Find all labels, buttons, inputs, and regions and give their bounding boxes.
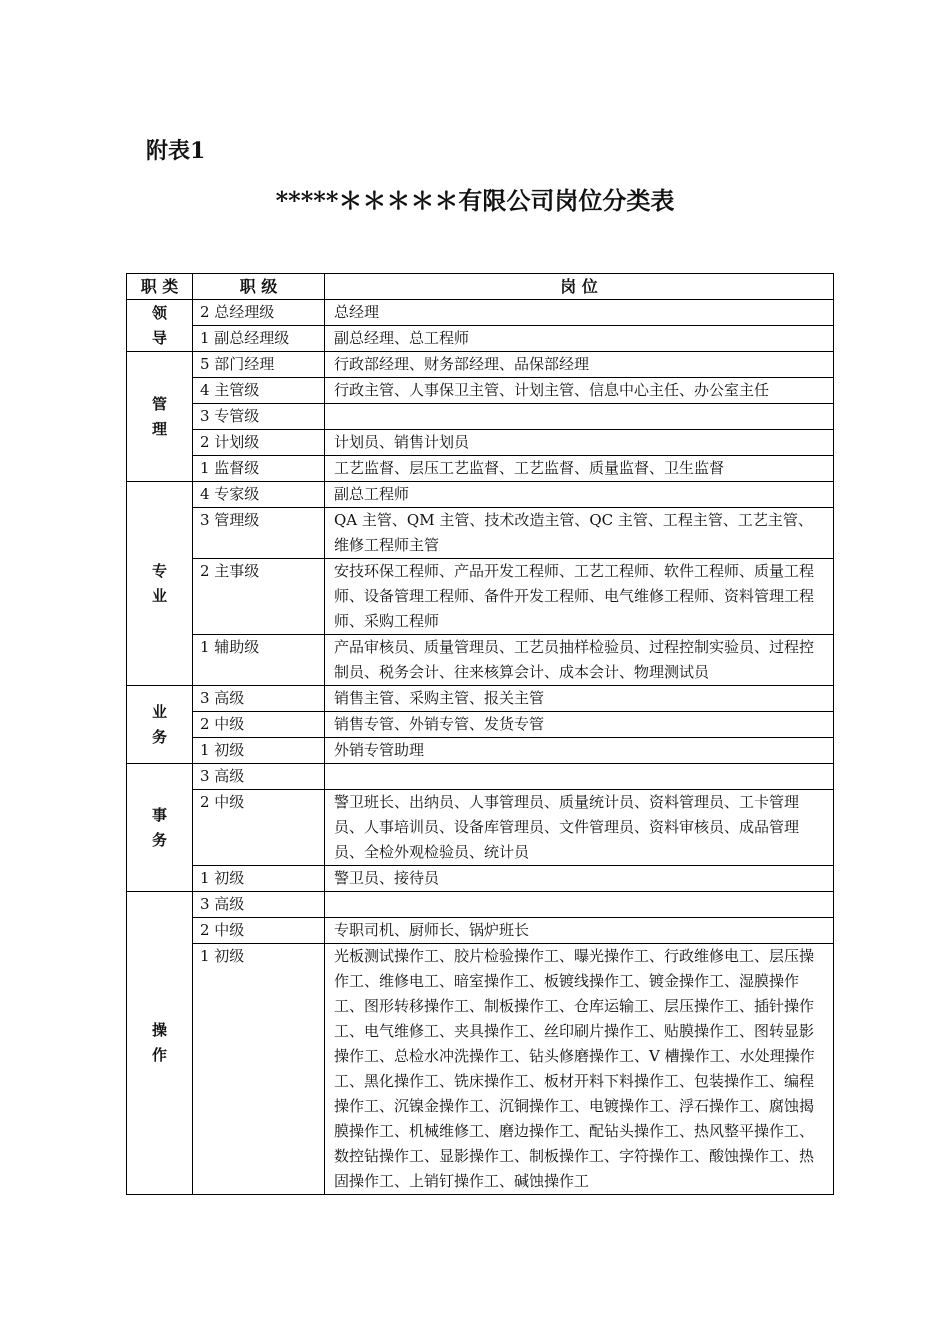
- category-label: 操作: [151, 1021, 167, 1064]
- level-cell: 3 高级: [193, 686, 325, 712]
- table-row: [127, 378, 834, 404]
- table-row: [127, 944, 834, 1195]
- positions-cell: 外销专管助理: [325, 738, 834, 764]
- table-body: [127, 300, 834, 1195]
- table-row: [127, 686, 834, 712]
- table-row: [127, 404, 834, 430]
- level-cell: 3 专管级: [193, 404, 325, 430]
- table-row: [127, 456, 834, 482]
- positions-cell: 光板测试操作工、胶片检验操作工、曝光操作工、行政维修电工、层压操作工、维修电工、暗室操作工、板镀线操作工、镀金操作工、湿膜操作工、图形转移操作工、制板操作工、仓库运输工、层压操作工、插针操作工、电气维修工、夹具操作工、丝印刷片操作工、贴膜操作工、图转显影操作工、总检水冲洗操作工、钻头修磨操作工、V 槽操作工、水处理操作工、黑化操作工、铣床操作工、板材开料下料操作工、包装操作工、编程操作工、沉镍金操作工、沉铜操作工、电镀操作工、浮石操作工、腐蚀揭膜操作工、机械维修工、磨边操作工、配钻头操作工、热风整平操作工、数控钻操作工、显影操作工、制板操作工、字符操作工、酸蚀操作工、热固操作工、上销钉操作工、碱蚀操作工: [325, 944, 834, 1195]
- level-cell: 2 中级: [193, 712, 325, 738]
- category-label: 领导: [151, 303, 167, 347]
- table-row: [127, 352, 834, 378]
- positions-cell: 行政部经理、财务部经理、品保部经理: [325, 352, 834, 378]
- table-header-row: [127, 274, 834, 300]
- category-label: 专业: [151, 561, 167, 605]
- positions-cell: [325, 892, 834, 918]
- positions-cell: 安技环保工程师、产品开发工程师、工艺工程师、软件工程师、质量工程师、设备管理工程师、备件开发工程师、电气维修工程师、资料管理工程师、采购工程师: [325, 559, 834, 635]
- category-cell: [127, 892, 193, 1195]
- table-row: [127, 918, 834, 944]
- positions-cell: 销售主管、采购主管、报关主管: [325, 686, 834, 712]
- table-row: [127, 300, 834, 326]
- positions-cell: 专职司机、厨师长、锅炉班长: [325, 918, 834, 944]
- level-cell: 1 副总经理级: [193, 326, 325, 352]
- header-positions: 岗 位: [325, 274, 834, 300]
- table-row: [127, 430, 834, 456]
- level-cell: 1 初级: [193, 866, 325, 892]
- category-cell: [127, 686, 193, 764]
- table-row: [127, 866, 834, 892]
- category-label: 事务: [151, 805, 167, 849]
- page-title: *****＊＊＊＊＊有限公司岗位分类表: [275, 186, 675, 215]
- table-row: [127, 559, 834, 635]
- positions-cell: 工艺监督、层压工艺监督、工艺监督、质量监督、卫生监督: [325, 456, 834, 482]
- table-row: [127, 892, 834, 918]
- table-row: [127, 790, 834, 866]
- level-cell: 2 总经理级: [193, 300, 325, 326]
- level-cell: 4 主管级: [193, 378, 325, 404]
- positions-cell: 行政主管、人事保卫主管、计划主管、信息中心主任、办公室主任: [325, 378, 834, 404]
- level-cell: 2 主事级: [193, 559, 325, 635]
- table-row: [127, 738, 834, 764]
- level-cell: 1 辅助级: [193, 635, 325, 686]
- appendix-label: 附表1: [146, 138, 206, 164]
- table-row: [127, 326, 834, 352]
- level-cell: 3 高级: [193, 892, 325, 918]
- level-cell: 2 计划级: [193, 430, 325, 456]
- positions-cell: 计划员、销售计划员: [325, 430, 834, 456]
- table-row: [127, 764, 834, 790]
- category-cell: [127, 764, 193, 892]
- category-cell: [127, 300, 193, 352]
- level-cell: 4 专家级: [193, 482, 325, 508]
- positions-cell: 产品审核员、质量管理员、工艺员抽样检验员、过程控制实验员、过程控制员、税务会计、往来核算会计、成本会计、物理测试员: [325, 635, 834, 686]
- level-cell: 1 监督级: [193, 456, 325, 482]
- positions-cell: QA 主管、QM 主管、技术改造主管、QC 主管、工程主管、工艺主管、维修工程师主管: [325, 508, 834, 559]
- level-cell: 3 管理级: [193, 508, 325, 559]
- level-cell: 1 初级: [193, 738, 325, 764]
- positions-cell: 副总经理、总工程师: [325, 326, 834, 352]
- positions-cell: 副总工程师: [325, 482, 834, 508]
- positions-cell: 销售专管、外销专管、发货专管: [325, 712, 834, 738]
- category-label: 管理: [151, 394, 167, 438]
- positions-cell: 警卫班长、出纳员、人事管理员、质量统计员、资料管理员、工卡管理员、人事培训员、设备库管理员、文件管理员、资料审核员、成品管理员、全检外观检验员、统计员: [325, 790, 834, 866]
- table-row: [127, 482, 834, 508]
- position-classification-table: [126, 273, 834, 1195]
- level-cell: 5 部门经理: [193, 352, 325, 378]
- positions-cell: 警卫员、接待员: [325, 866, 834, 892]
- table-row: [127, 635, 834, 686]
- table-row: [127, 712, 834, 738]
- category-label: 业务: [151, 702, 167, 746]
- positions-cell: 总经理: [325, 300, 834, 326]
- level-cell: 2 中级: [193, 790, 325, 866]
- level-cell: 2 中级: [193, 918, 325, 944]
- header-level: 职 级: [193, 274, 325, 300]
- category-cell: [127, 482, 193, 686]
- positions-cell: [325, 764, 834, 790]
- header-category: 职 类: [127, 274, 193, 300]
- positions-cell: [325, 404, 834, 430]
- level-cell: 3 高级: [193, 764, 325, 790]
- category-cell: [127, 352, 193, 482]
- table-row: [127, 508, 834, 559]
- level-cell: 1 初级: [193, 944, 325, 1195]
